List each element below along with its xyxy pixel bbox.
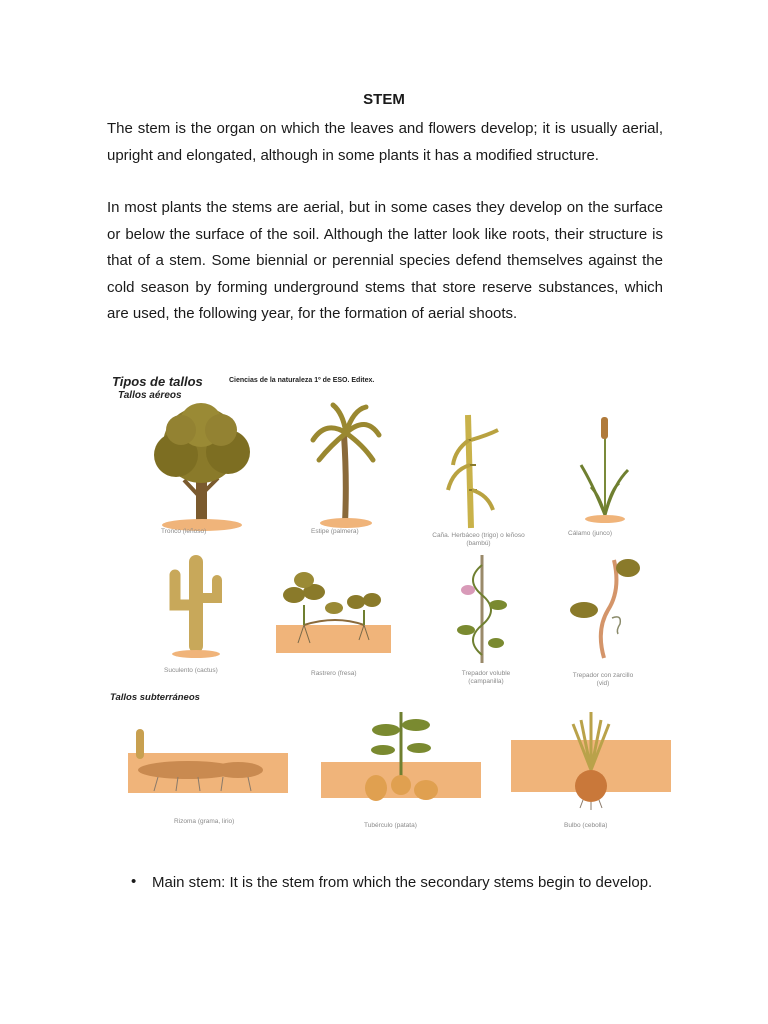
cane-illustration: [443, 410, 498, 530]
bullet-list: [131, 874, 652, 891]
figure-source: Ciencias de la naturaleza 1º de ESO. Editex.: [229, 377, 375, 384]
figure-heading: Tipos de tallos: [112, 374, 203, 389]
caption-rhizome: Rizoma (grama, lirio): [174, 818, 235, 825]
paragraph-stem-types: In most plants the stems are aerial, but in some cases they develop on the surface or below the surface of the soil. Although the latter look like roots, their structure is that of a stem. Some biennial or perennial species defend themselves against the cold season by forming underground stems that store reserve substances, which are used, the following year, for the formation of aerial shoots.: [107, 199, 663, 322]
list-item: • Main stem: It is the stem from which the secondary stems begin to develop.: [131, 874, 652, 891]
caption-tuber: Tubérculo (patata): [364, 822, 417, 829]
rhizome-illustration: [128, 725, 288, 805]
reed-illustration: [573, 405, 638, 530]
underground-stems-heading: Tallos subterráneos: [110, 692, 200, 703]
caption-palm: Estipe (palmera): [311, 528, 359, 535]
caption-tendril: Trepador con zarcillo (vid): [572, 672, 634, 687]
caption-climber: Trepador voluble (campanilla): [461, 670, 511, 685]
paragraph-stem-definition: The stem is the organ on which the leaves and flowers develop; it is usually aerial, upright and elongated, although in some plants it has a modified structure.: [107, 120, 663, 164]
caption-cactus: Suculento (cactus): [164, 667, 218, 674]
stem-types-figure: [106, 370, 672, 840]
bulb-illustration: [511, 710, 671, 810]
caption-bulb: Bulbo (cebolla): [564, 822, 608, 829]
aerial-stems-heading: Tallos aéreos: [118, 390, 182, 401]
cactus-illustration: [161, 550, 231, 660]
tendril-illustration: [566, 550, 646, 660]
tree-illustration: [146, 400, 256, 535]
caption-tree: Tronco (leñoso): [161, 528, 207, 535]
runner-illustration: [276, 570, 391, 655]
palm-illustration: [311, 405, 381, 530]
caption-runner: Rastrero (fresa): [311, 670, 357, 677]
climber-illustration: [454, 555, 509, 665]
tuber-illustration: [321, 710, 481, 810]
caption-reed: Cálamo (junco): [568, 530, 613, 537]
page-title: STEM: [363, 91, 405, 108]
caption-cane: Caña. Herbáceo (trigo) o leñoso (bambú): [432, 532, 525, 547]
